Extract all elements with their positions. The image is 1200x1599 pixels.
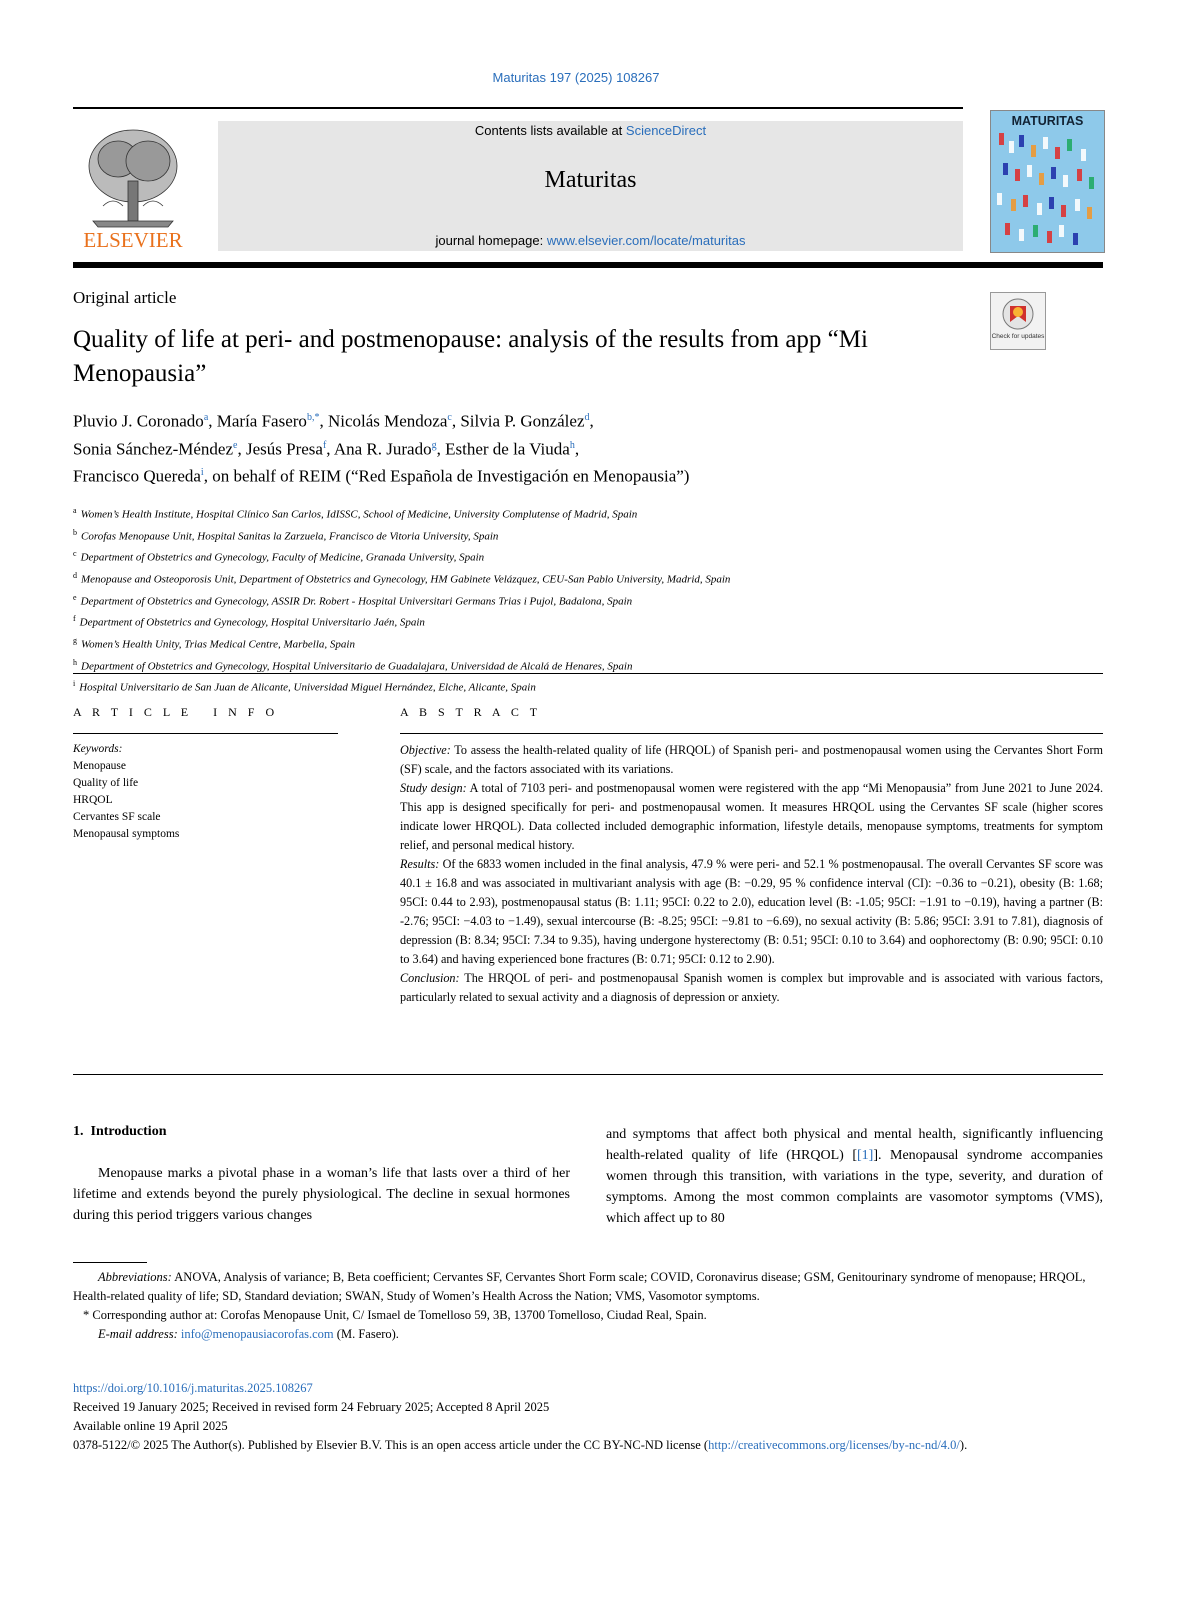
abstract-section-text: The HRQOL of peri- and postmenopausal Spanish women is complex but improvable and is associated with various factors, particularly related to sexual activity and a diagnosis of depression or anxiety.: [400, 971, 1103, 1004]
affiliation-text: Department of Obstetrics and Gynecology, Faculty of Medicine, Granada University, Spain: [80, 551, 485, 564]
abstract-section-text: A total of 7103 peri- and postmenopausal women were registered with the app “Mi Menopausia” from June 2021 to June 2024. This app is designed specifically for peri- and postmenopausal women. It measures HRQOL using the Cervantes SF scale (higher scores indicate lower HRQOL). Data collected included demographic information, lifestyle details, menopause symptoms, treatments for symptom relief, and personal medical history.: [400, 781, 1103, 852]
elsevier-logo: [73, 121, 193, 251]
author-separator: ,: [237, 439, 246, 459]
abstract-section-label: Conclusion:: [400, 971, 460, 985]
author-list: [73, 406, 1073, 489]
received-dates: Received 19 January 2025; Received in revised form 24 February 2025; Accepted 8 April 2025: [73, 1400, 550, 1414]
author: María Fasero: [216, 411, 307, 431]
author-affiliation-marker[interactable]: i: [200, 467, 204, 479]
author-separator: ,: [436, 439, 446, 459]
homepage-line: journal homepage: www.elsevier.com/locate/maturitas: [435, 233, 746, 248]
affiliation-item: [73, 567, 1103, 589]
affiliation-item: [73, 610, 1103, 632]
journal-reference[interactable]: Maturitas 197 (2025) 108267: [492, 70, 660, 85]
check-for-updates-icon[interactable]: [990, 292, 1046, 350]
affiliation-item: [73, 524, 1103, 546]
affiliation-text: Department of Obstetrics and Gynecology, ASSIR Dr. Robert - Hospital Universitari Germans Trias i Pujol, Badalona, Spain: [80, 595, 633, 608]
affiliation-text: Women’s Health Unity, Trias Medical Centre, Marbella, Spain: [81, 638, 355, 651]
affiliation-key: b: [73, 527, 77, 537]
introduction-heading: 1. Introduction: [73, 1124, 167, 1139]
author-separator: , on behalf of REIM (“Red Española de Investigación en Menopausia”): [203, 466, 690, 486]
affiliation-item: [73, 545, 1103, 567]
keywords-block: [73, 741, 338, 843]
author: Francisco Quereda: [73, 466, 201, 486]
author: Ana R. Jurado: [333, 439, 432, 459]
keyword-list: [73, 758, 338, 843]
header-rule: [73, 107, 963, 109]
abstract-section-text: Of the 6833 women included in the final analysis, 47.9 % were peri- and 52.1 % postmenopausal. The overall Cervantes SF score was 40.1 ± 16.8 and was associated in multivariant analysis with age (B: −0.29, 95 % confidence interval (CI): −0.36 to −0.21), obesity (B: 1.68; 95CI: 0.44 to 2.93), postmenopausal status (B: 1.11; 95CI: 0.22 to 2.0), education level (B: -1.05; 95CI: −1.91 to −0.19), having a partner (B: -2.76; 95CI: −4.03 to −1.49), sexual intercourse (B: -8.25; 95CI: −9.81 to −6.69), no sexual activity (B: 5.86; 95CI: 3.91 to 7.81), diagnosis of depression (B: 8.34; 95CI: 7.34 to 9.35), having undergone hysterectomy (B: 0.51; 95CI: 0.10 to 3.64) and oophorectomy (B: 0.90; 95CI: 0.10 to 3.64) and having experienced bone fractures (B: 0.71; 95CI: 0.12 to 2.90).: [400, 857, 1103, 966]
keyword-item: Cervantes SF scale: [73, 811, 161, 823]
article-title: Quality of life at peri- and postmenopause: analysis of the results from app “Mi Menopausia”: [73, 326, 868, 387]
article-frontmatter: [73, 1379, 1103, 1455]
homepage-link[interactable]: www.elsevier.com/locate/maturitas: [546, 233, 746, 248]
abstract-section-label: Study design:: [400, 781, 467, 795]
email-footnote: E-mail address: info@menopausiacorofas.com (M. Fasero).: [98, 1327, 399, 1341]
abstract-section: [400, 741, 1103, 779]
affiliation-text: Hospital Universitario de San Juan de Alicante, Universidad Miguel Hernández, Elche, Alicante, Spain: [79, 681, 536, 694]
elsevier-wordmark: ELSEVIER: [83, 228, 183, 251]
abstract-section-label: Results:: [400, 857, 440, 871]
author-separator: ,: [319, 411, 328, 431]
available-online: Available online 19 April 2025: [73, 1419, 228, 1433]
keyword-item: Quality of life: [73, 777, 139, 789]
author-affiliation-marker[interactable]: g: [431, 439, 437, 451]
author-affiliation-marker[interactable]: h: [569, 439, 575, 451]
author-separator: ,: [589, 411, 594, 431]
abbreviations-footnote: Abbreviations: ANOVA, Analysis of variance; B, Beta coefficient; Cervantes SF, Cervantes Short Form scale; COVID, Coronavirus disease; GSM, Genitourinary syndrome of menopause; HRQOL, Health-related quality of life; SD, Standard deviation; SWAN, Study of Women’s Health Across the Nation; VMS, Vasomotor symptoms.: [73, 1270, 1086, 1303]
keywords-label: Keywords:: [73, 743, 123, 755]
crossmark-label: Check for updates: [991, 333, 1045, 340]
abstract-section-text: To assess the health-related quality of life (HRQOL) of Spanish peri- and postmenopausal women using the Cervantes Short Form (SF) scale, and the factors associated with its variations.: [400, 743, 1103, 776]
reference-link[interactable]: [1]: [857, 1148, 874, 1163]
doi-link[interactable]: https://doi.org/10.1016/j.maturitas.2025.108267: [73, 1381, 313, 1395]
author-affiliation-marker[interactable]: c: [447, 412, 452, 423]
author-affiliation-marker[interactable]: e: [233, 439, 238, 451]
keyword-item: Menopause: [73, 760, 127, 772]
affiliation-key: g: [73, 635, 77, 645]
abstract-section: [400, 779, 1103, 855]
abstract-heading: A B S T R A C T: [400, 705, 542, 719]
license-statement: 0378-5122/© 2025 The Author(s). Published by Elsevier B.V. This is an open access article under the CC BY-NC-ND license (http://creativecommons.org/licenses/by-nc-nd/4.0/).: [73, 1438, 968, 1452]
license-link[interactable]: http://creativecommons.org/licenses/by-nc-nd/4.0/: [708, 1438, 960, 1452]
author-separator: ,: [326, 439, 334, 459]
affiliation-text: Department of Obstetrics and Gynecology, Hospital Universitario de Guadalajara, Universidad de Alcalá de Henares, Spain: [81, 660, 633, 673]
affiliation-key: a: [73, 506, 77, 515]
author-separator: ,: [208, 411, 217, 431]
header-thick-rule: [73, 262, 1103, 268]
affiliation-item: [73, 632, 1103, 654]
footnote-rule: [73, 1262, 147, 1263]
sciencedirect-link[interactable]: ScienceDirect: [625, 123, 707, 138]
author: Nicolás Mendoza: [327, 411, 448, 431]
author: Pluvio J. Coronado: [73, 411, 204, 431]
introduction-paragraph-left: Menopause marks a pivotal phase in a woman’s life that lasts over a third of her lifetime and extends beyond the purely physiological. The decline in sexual hormones during this period triggers various changes: [73, 1166, 570, 1223]
affiliation-key: c: [73, 549, 77, 559]
affiliation-item: [73, 589, 1103, 611]
article-info-rule: [73, 733, 338, 734]
journal-name: Maturitas: [544, 167, 637, 193]
abstract-section-label: Objective:: [400, 743, 451, 757]
affiliation-text: Corofas Menopause Unit, Hospital Sanitas la Zarzuela, Francisco de Vitoria University, Spain: [81, 530, 499, 543]
affiliation-text: Department of Obstetrics and Gynecology, Hospital Universitario Jaén, Spain: [79, 616, 425, 629]
abstract-section: [400, 969, 1103, 1007]
affiliation-text: Women’s Health Institute, Hospital Clínico San Carlos, IdISSC, School of Medicine, University Complutense of Madrid, Spain: [80, 508, 638, 521]
footnotes: [73, 1268, 1103, 1344]
abstract-end-rule: [73, 1074, 1103, 1075]
author: Silvia P. González: [460, 411, 585, 431]
author: Jesús Presa: [245, 439, 323, 459]
affiliation-key: d: [73, 570, 77, 580]
author: Esther de la Viuda: [445, 439, 570, 459]
author-affiliation-marker[interactable]: a: [203, 412, 209, 423]
abstract-body: [400, 741, 1103, 1007]
author-separator: ,: [574, 439, 580, 459]
author-affiliation-marker[interactable]: d: [584, 412, 590, 423]
affiliation-key: i: [73, 679, 76, 689]
affiliation-item: [73, 502, 1103, 524]
cover-title: MATURITAS: [1011, 114, 1084, 128]
keyword-item: HRQOL: [73, 794, 113, 806]
affiliation-text: Menopause and Osteoporosis Unit, Department of Obstetrics and Gynecology, HM Gabinete Velázquez, CEU-San Pablo University, Madrid, Spain: [81, 573, 731, 586]
affiliation-item: [73, 675, 1103, 697]
keyword-item: Menopausal symptoms: [73, 828, 180, 840]
affiliation-list: [73, 502, 1103, 697]
journal-cover: [990, 110, 1105, 253]
affiliation-item: [73, 654, 1103, 676]
author: Sonia Sánchez-Méndez: [73, 439, 234, 459]
author-affiliation-marker[interactable]: b,*: [306, 412, 320, 423]
affiliation-key: e: [73, 592, 77, 602]
affiliation-key: h: [73, 657, 77, 667]
author-affiliation-marker[interactable]: f: [322, 439, 327, 451]
abstract-rule: [400, 733, 1103, 734]
section-rule: [73, 673, 1103, 674]
article-type: Original article: [73, 288, 177, 307]
author-separator: ,: [451, 411, 461, 431]
article-info-heading: A R T I C L E I N F O: [73, 705, 279, 719]
abstract-section: [400, 855, 1103, 969]
corresponding-author-footnote: * Corresponding author at: Corofas Menopause Unit, C/ Ismael de Tomelloso 59, 3B, 13700 Tomelloso, Ciudad Real, Spain.: [83, 1308, 707, 1322]
introduction-paragraph-right: and symptoms that affect both physical and mental health, significantly influencing health-related quality of life (HRQOL) [[1]]. Menopausal syndrome accompanies women through this transition, with variations in the type, severity, and duration of symptoms. Among the most common complaints are vasomotor symptoms (VMS), which affect up to 80: [606, 1127, 1104, 1226]
contents-line: Contents lists available at ScienceDirect: [474, 123, 707, 138]
affiliation-key: f: [73, 614, 76, 624]
email-link[interactable]: info@menopausiacorofas.com: [180, 1327, 334, 1341]
